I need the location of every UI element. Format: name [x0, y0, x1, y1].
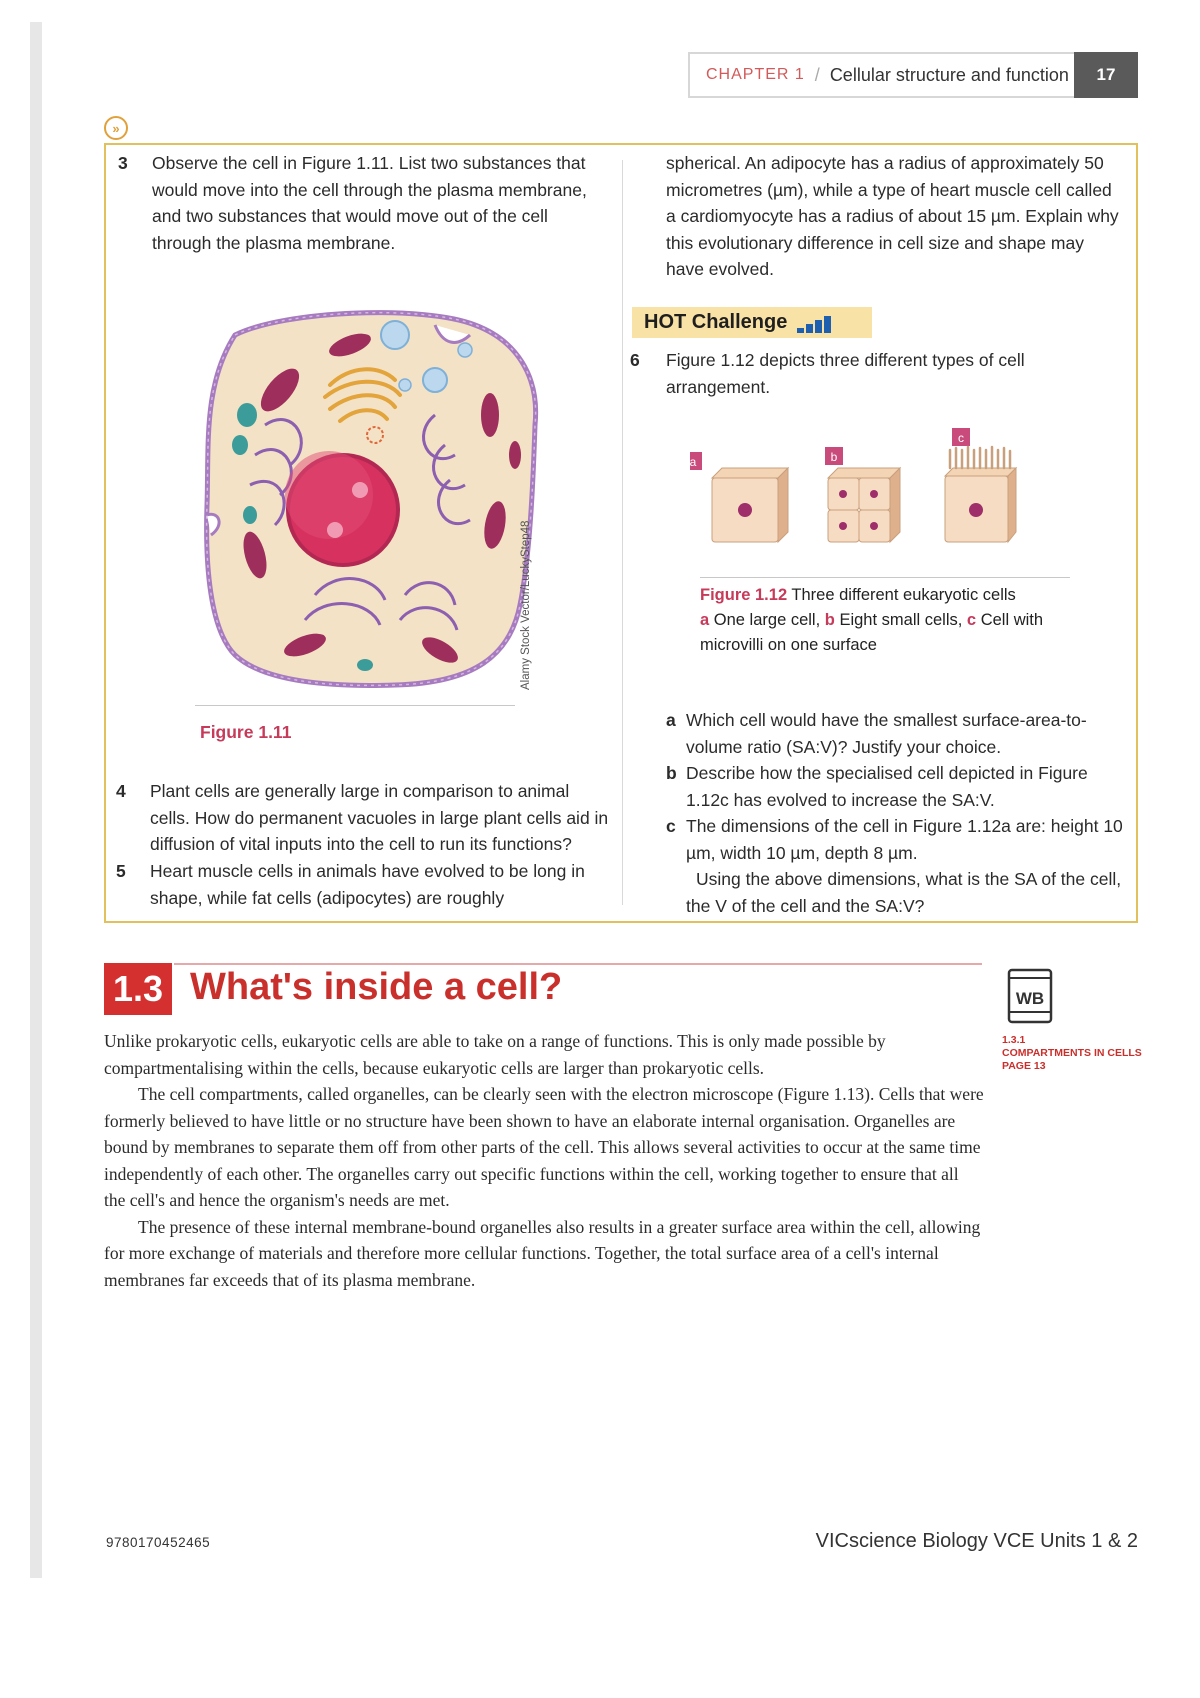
- question-text: Figure 1.12 depicts three different types of cell arrangement.: [666, 350, 1025, 397]
- section-title: What's inside a cell?: [190, 966, 563, 1008]
- workbook-ref-code: 1.3.1: [1002, 1034, 1026, 1046]
- cell-a: [712, 468, 788, 542]
- part-letter: c: [666, 816, 676, 836]
- caption-part-a: One large cell,: [713, 611, 821, 629]
- image-credit: Alamy Stock Vector/LuckyStep48: [520, 520, 532, 690]
- hot-challenge-banner: [632, 307, 872, 338]
- svg-text:b: b: [830, 450, 838, 464]
- workbook-icon[interactable]: [1005, 966, 1055, 1026]
- question-5: [116, 858, 600, 911]
- question-number: 3: [118, 153, 128, 173]
- question-text: The dimensions of the cell in Figure 1.12a are: height 10 µm, width 10 µm, depth 8 µm.: [686, 816, 1123, 863]
- question-5-continued: [666, 150, 1126, 283]
- question-number: 4: [116, 781, 126, 801]
- double-chevron-icon[interactable]: »: [104, 116, 128, 140]
- figure-12-label: Figure 1.12: [700, 586, 788, 604]
- question-text: Which cell would have the smallest surface-area-to-volume ratio (SA:V)? Justify your choice.: [686, 710, 1087, 757]
- cell-c: [945, 447, 1016, 542]
- question-6c: [666, 813, 1126, 919]
- hot-challenge-label: HOT Challenge: [644, 311, 788, 333]
- caption-part-c: Cell with microvilli on one surface: [700, 611, 1044, 654]
- question-text: Describe how the specialised cell depicted in Figure 1.12c has evolved to increase the SA:V.: [686, 763, 1088, 810]
- part-letter: a: [666, 710, 676, 730]
- question-3: [118, 150, 602, 256]
- body-paragraph: The presence of these internal membrane-bound organelles also results in a greater surface area within the cell, allowing for more exchange of materials and therefore more cellular functions. Together, the total surface area of a cell's internal membranes far exceeds that of its plasma membrane.: [104, 1216, 981, 1290]
- question-6: [630, 347, 1116, 400]
- chapter-label: CHAPTER 1: [706, 66, 805, 83]
- question-6b: [666, 760, 1126, 813]
- figure-12-title: Three different eukaryotic cells: [791, 586, 1016, 604]
- question-text: Plant cells are generally large in comparison to animal cells. How do permanent vacuoles in large plant cells aid in diffusion of vital inputs into the cell to run its functions?: [150, 781, 609, 854]
- running-header: [688, 52, 1138, 98]
- footer-isbn: 9780170452465: [106, 1535, 211, 1550]
- question-number: 6: [630, 350, 640, 370]
- question-4: [116, 778, 610, 858]
- svg-text:a: a: [690, 455, 697, 469]
- caption-part-b: Eight small cells,: [839, 611, 963, 629]
- difficulty-bars-icon: [797, 313, 831, 333]
- body-paragraph: The cell compartments, called organelles, can be clearly seen with the electron microscope (Figure 1.13). Cells that were formerly believed to have little or no structure have been shown to have an elaborate internal organisation. Organelles are bound by membranes to separate them off from other parts of the cell. This allows several activities to occur at the same time independently of each other. The organelles carry out specific functions within the cell, working together to ensure that all the cell's and hence the organism's needs are met.: [104, 1084, 984, 1210]
- section-body: [104, 1028, 984, 1293]
- page-spine-shadow: [30, 22, 42, 1578]
- three-cells-illustration: [690, 420, 1050, 560]
- header-separator: /: [814, 64, 820, 85]
- caption-letter: a: [700, 611, 710, 629]
- chapter-title: Cellular structure and function: [829, 64, 1069, 85]
- workbook-ref-title: COMPARTMENTS IN CELLS: [1002, 1047, 1142, 1059]
- workbook-reference[interactable]: [1002, 1034, 1142, 1073]
- question-text: Heart muscle cells in animals have evolved to be long in shape, while fat cells (adipocytes) are roughly: [150, 861, 585, 908]
- animal-cell-illustration: [195, 305, 545, 690]
- question-text: Using the above dimensions, what is the SA of the cell, the V of the cell and the SA:V?: [686, 869, 1122, 916]
- figure-rule: [195, 705, 515, 706]
- question-text: spherical. An adipocyte has a radius of approximately 50 micrometres (µm), while a type of heart muscle cell called a cardiomyocyte has a radius of about 15 µm. Explain why this evolutionary difference in cell size and shape may have evolved.: [666, 153, 1119, 279]
- section-rule: [174, 963, 982, 965]
- question-6a: [666, 707, 1126, 760]
- cell-b: [828, 468, 900, 542]
- page-number: 17: [1074, 52, 1138, 98]
- footer-book-title: VICscience Biology VCE Units 1 & 2: [815, 1530, 1138, 1552]
- section-number: 1.3: [104, 963, 172, 1015]
- svg-text:c: c: [958, 431, 964, 445]
- question-number: 5: [116, 861, 126, 881]
- header-title-box: [688, 52, 1074, 98]
- figure-rule: [700, 577, 1070, 578]
- part-letter: b: [666, 763, 677, 783]
- figure-11-label: Figure 1.11: [200, 722, 292, 742]
- caption-letter: c: [966, 611, 977, 629]
- caption-letter: b: [824, 611, 835, 629]
- column-divider: [622, 160, 623, 905]
- workbook-ref-page: PAGE 13: [1002, 1060, 1046, 1072]
- question-text: Observe the cell in Figure 1.11. List two substances that would move into the cell through the plasma membrane, and two substances that would move out of the cell through the plasma membrane.: [152, 153, 587, 253]
- body-paragraph: Unlike prokaryotic cells, eukaryotic cells are able to take on a range of functions. This is only made possible by compartmentalising within the cells, because eukaryotic cells are larger than prokaryotic cells.: [104, 1031, 886, 1078]
- svg-text:WB: WB: [1015, 989, 1045, 1008]
- figure-12-caption: [700, 583, 1100, 658]
